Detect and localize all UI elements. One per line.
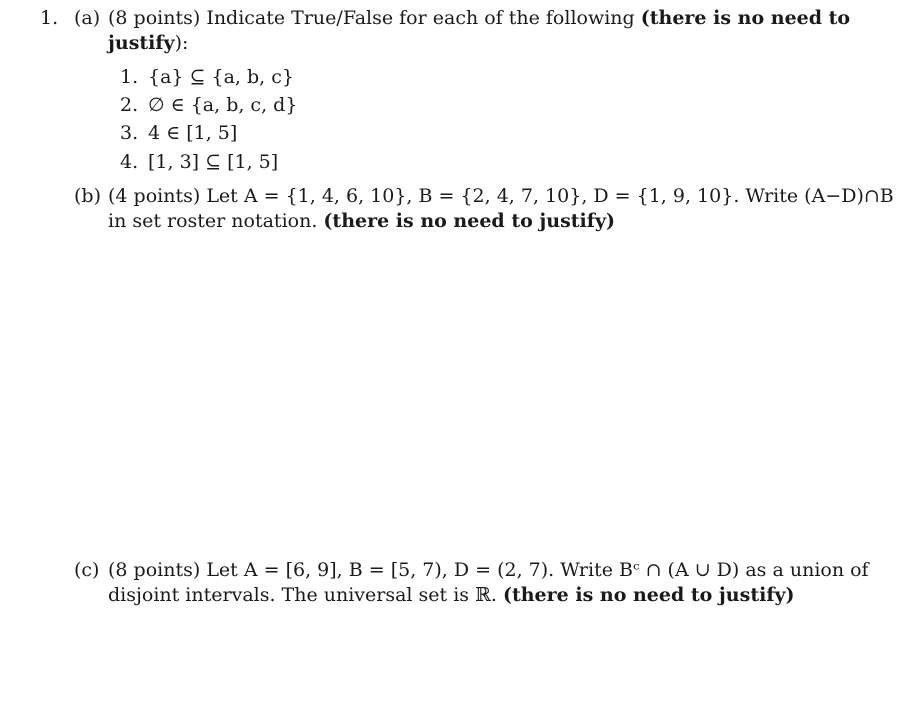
item-expression: 4 ∈ [1, 5] xyxy=(148,122,238,144)
part-c-line1 xyxy=(108,558,869,582)
item-expression: [1, 3] ⊆ [1, 5] xyxy=(148,151,279,173)
list-item xyxy=(120,93,297,117)
part-a-line2-end: ): xyxy=(174,32,189,54)
list-item xyxy=(120,65,294,89)
part-a-points: (8 points) xyxy=(108,7,201,29)
list-item xyxy=(120,121,237,145)
part-a-no-justify-2: justify xyxy=(108,32,175,54)
part-b-question: Let A = {1, 4, 6, 10}, B = {2, 4, 7, 10}, D = {1, 9, 10}. Write (A−D)∩B xyxy=(206,185,894,207)
part-b-label: (b) xyxy=(74,185,101,207)
part-a-label: (a) xyxy=(74,7,101,29)
part-c-line2 xyxy=(108,583,795,607)
part-c-instruction: disjoint intervals. The universal set is ℝ. xyxy=(108,584,497,606)
part-b-no-justify: (there is no need to justify) xyxy=(323,210,615,232)
item-expression: {a} ⊆ {a, b, c} xyxy=(148,66,294,88)
part-b-line1 xyxy=(108,184,894,208)
part-b-points: (4 points) xyxy=(108,185,201,207)
part-b-instruction: in set roster notation. xyxy=(108,210,318,232)
part-c-question: Let A = [6, 9], B = [5, 7), D = (2, 7). Write Bᶜ ∩ (A ∪ D) as a union of xyxy=(206,559,869,581)
part-a-line2 xyxy=(108,31,188,55)
item-number: 3. xyxy=(120,122,139,144)
item-number: 4. xyxy=(120,151,139,173)
part-a-instruction: Indicate True/False for each of the following xyxy=(206,7,635,29)
question-number: 1. xyxy=(40,7,59,29)
part-b-line2 xyxy=(108,209,615,233)
item-number: 2. xyxy=(120,94,139,116)
list-item xyxy=(120,150,278,174)
part-c-no-justify: (there is no need to justify) xyxy=(502,584,795,606)
part-a-no-justify-1: (there is no need to xyxy=(640,7,851,29)
item-number: 1. xyxy=(120,66,139,88)
part-c-points: (8 points) xyxy=(108,559,201,581)
part-c-label: (c) xyxy=(74,559,100,581)
item-expression: ∅ ∈ {a, b, c, d} xyxy=(148,94,298,116)
part-a-line1 xyxy=(108,6,850,30)
